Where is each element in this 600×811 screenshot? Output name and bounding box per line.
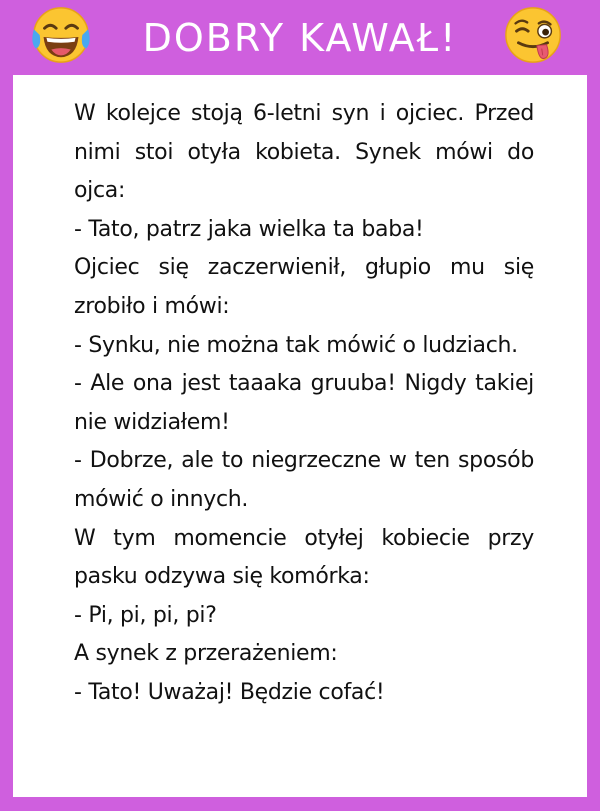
joke-text	[74, 95, 534, 713]
joke-paragraph: - Dobrze, ale to niegrzeczne w ten sposób mówić o innych.	[74, 448, 534, 512]
joke-panel	[13, 75, 587, 797]
joke-paragraph: - Pi, pi, pi, pi?	[74, 602, 217, 628]
page-title: DOBRY KAWAŁ!	[142, 16, 458, 60]
joke-paragraph: - Ale ona jest taaaka gruuba! Nigdy takiej nie widziałem!	[74, 371, 534, 435]
joke-paragraph: - Tato! Uważaj! Będzie cofać!	[74, 679, 385, 705]
joke-paragraph: W tym momencie otyłej kobiecie przy pasku odzywa się komórka:	[74, 525, 534, 590]
joke-paragraph: Ojciec się zaczerwienił, głupio mu się zrobiło i mówi:	[74, 255, 534, 319]
joke-paragraph: A synek z przerażeniem:	[74, 641, 338, 667]
joke-paragraph: - Tato, patrz jaka wielka ta baba!	[74, 216, 424, 242]
winking-tongue-emoji-icon	[502, 4, 564, 66]
joke-paragraph: - Synku, nie można tak mówić o ludziach.	[74, 332, 518, 358]
joke-paragraph: W kolejce stoją 6-letni syn i ojciec. Przed nimi stoi otyła kobieta. Synek mówi do ojca:	[74, 101, 534, 204]
header-banner	[0, 0, 600, 75]
